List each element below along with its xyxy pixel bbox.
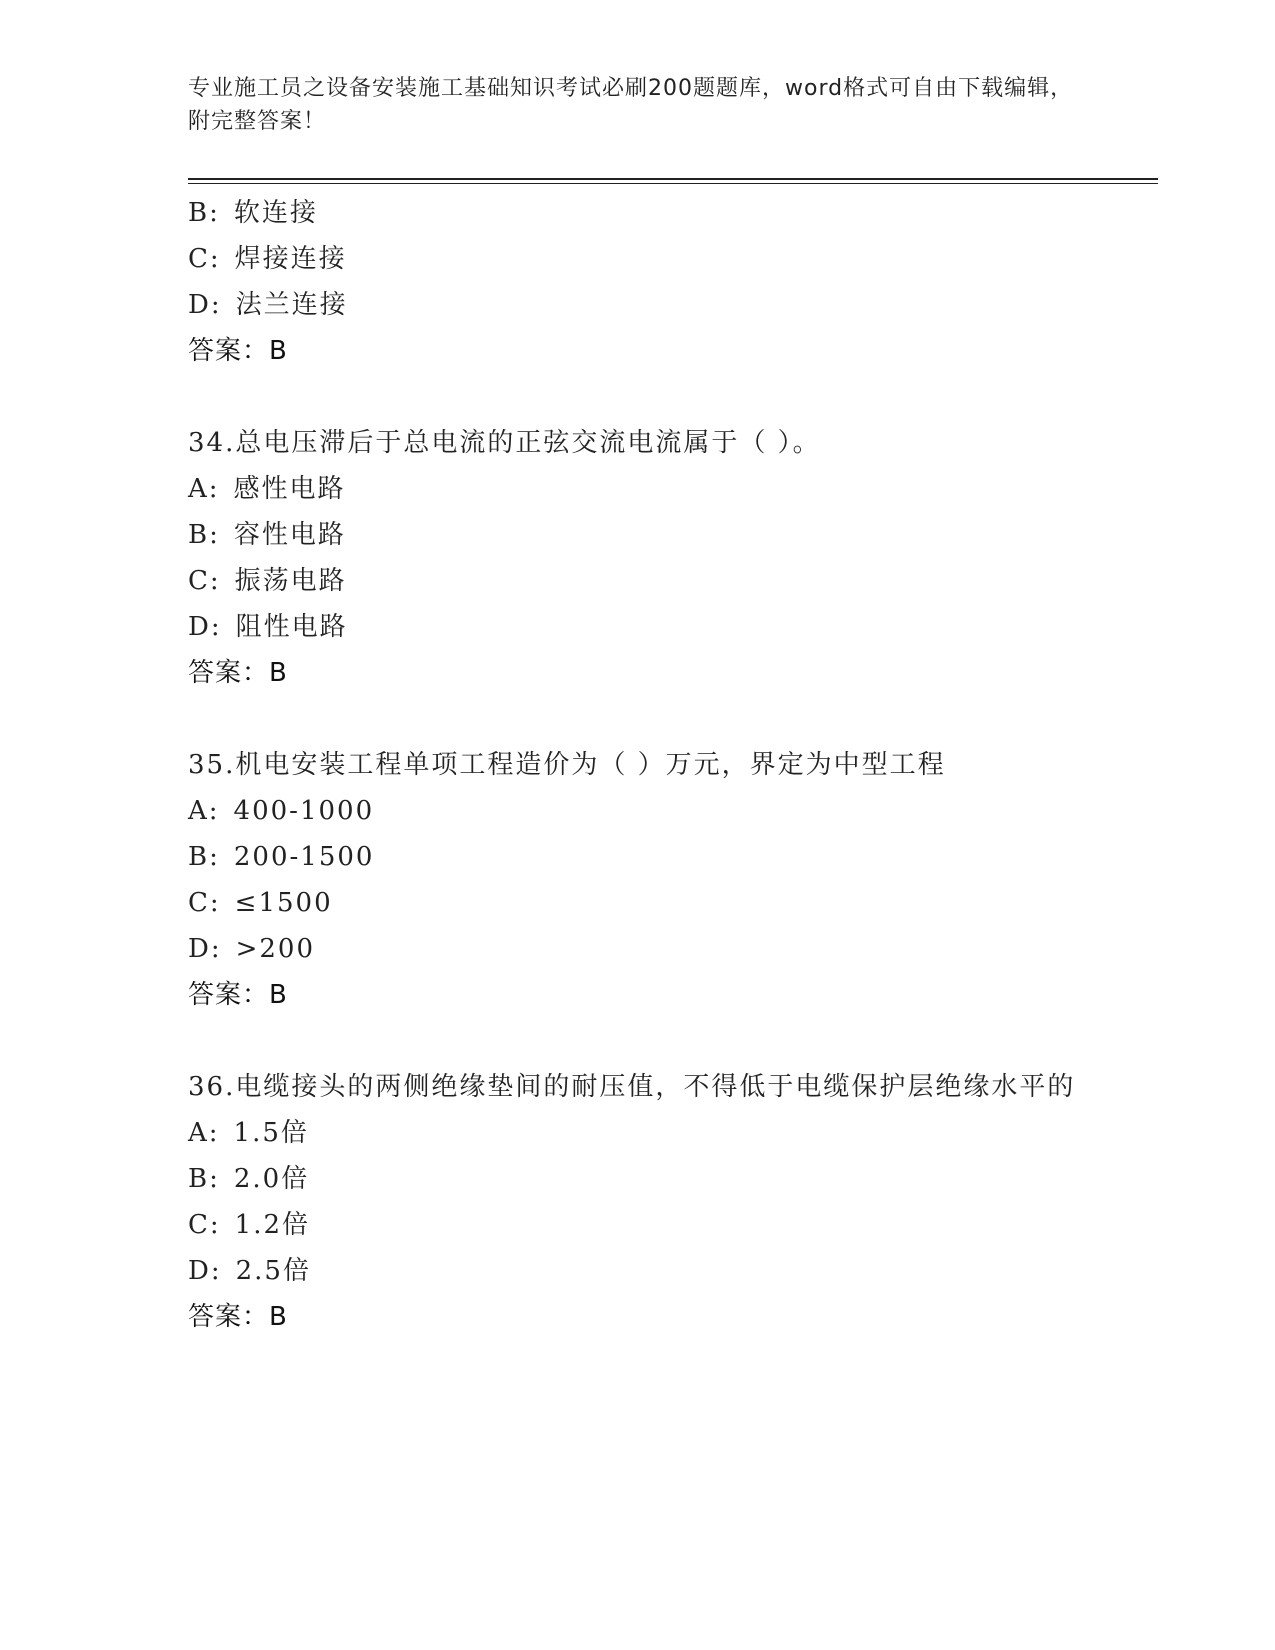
- question-35: [188, 742, 1088, 1018]
- option-text: 软连接: [233, 198, 318, 228]
- spacer: [188, 374, 1088, 420]
- option-text: ≤1500: [234, 888, 333, 918]
- option-text: 200-1500: [233, 842, 375, 872]
- option-c: [188, 558, 1088, 604]
- spacer: [188, 1018, 1088, 1064]
- option-text: 2.0倍: [233, 1164, 310, 1194]
- header-divider-thin: [188, 183, 1158, 184]
- answer-line: 答案：B: [188, 658, 288, 688]
- option-letter: B:: [188, 1164, 220, 1194]
- option-a: [188, 788, 1088, 834]
- option-d: [188, 604, 1088, 650]
- option-a: [188, 466, 1088, 512]
- page-header-title: 专业施工员之设备安装施工基础知识考试必刷200题题库，word格式可自由下载编辑，附完整答案！: [188, 76, 1074, 134]
- option-d: [188, 926, 1088, 972]
- option-letter: D:: [188, 1256, 222, 1286]
- option-text: 容性电路: [233, 520, 346, 550]
- option-b: [188, 512, 1088, 558]
- question-stem: 34.总电压滞后于总电流的正弦交流电流属于（ ）。: [188, 428, 821, 458]
- option-d: [188, 282, 1088, 328]
- option-letter: B:: [188, 520, 220, 550]
- option-d: [188, 1248, 1088, 1294]
- answer-line: 答案：B: [188, 980, 288, 1010]
- option-letter: A:: [188, 474, 220, 504]
- option-text: 400-1000: [233, 796, 375, 826]
- question-content: [188, 190, 1088, 1340]
- option-text: 1.5倍: [233, 1118, 309, 1148]
- option-text: >200: [235, 934, 316, 964]
- option-text: 振荡电路: [234, 566, 347, 596]
- option-letter: A:: [188, 1118, 220, 1148]
- option-text: 2.5倍: [235, 1256, 311, 1286]
- question-stem: 36.电缆接头的两侧绝缘垫间的耐压值，不得低于电缆保护层绝缘水平的: [188, 1072, 1076, 1102]
- option-letter: B:: [188, 198, 220, 228]
- option-text: 焊接连接: [234, 244, 347, 274]
- spacer: [188, 696, 1088, 742]
- answer-line: 答案：B: [188, 1302, 288, 1332]
- option-text: 阻性电路: [235, 612, 348, 642]
- option-c: [188, 236, 1088, 282]
- option-c: [188, 1202, 1088, 1248]
- option-letter: D:: [188, 612, 222, 642]
- header-divider-thick: [188, 178, 1158, 180]
- option-letter: A:: [188, 796, 220, 826]
- option-letter: C:: [188, 244, 221, 274]
- option-b: [188, 834, 1088, 880]
- option-letter: C:: [188, 566, 221, 596]
- answer-line: 答案：B: [188, 336, 288, 366]
- option-letter: D:: [188, 934, 222, 964]
- option-a: [188, 1110, 1088, 1156]
- option-text: 感性电路: [233, 474, 346, 504]
- option-text: 1.2倍: [234, 1210, 311, 1240]
- option-letter: C:: [188, 888, 221, 918]
- option-c: [188, 880, 1088, 926]
- question-36: [188, 1064, 1088, 1340]
- option-b: [188, 190, 1088, 236]
- option-b: [188, 1156, 1088, 1202]
- option-letter: C:: [188, 1210, 221, 1240]
- option-letter: D:: [188, 290, 222, 320]
- option-letter: B:: [188, 842, 220, 872]
- question-stem: 35.机电安装工程单项工程造价为（ ）万元，界定为中型工程: [188, 750, 946, 780]
- question-34: [188, 420, 1088, 696]
- option-text: 法兰连接: [235, 290, 348, 320]
- question-33-continuation: [188, 190, 1088, 374]
